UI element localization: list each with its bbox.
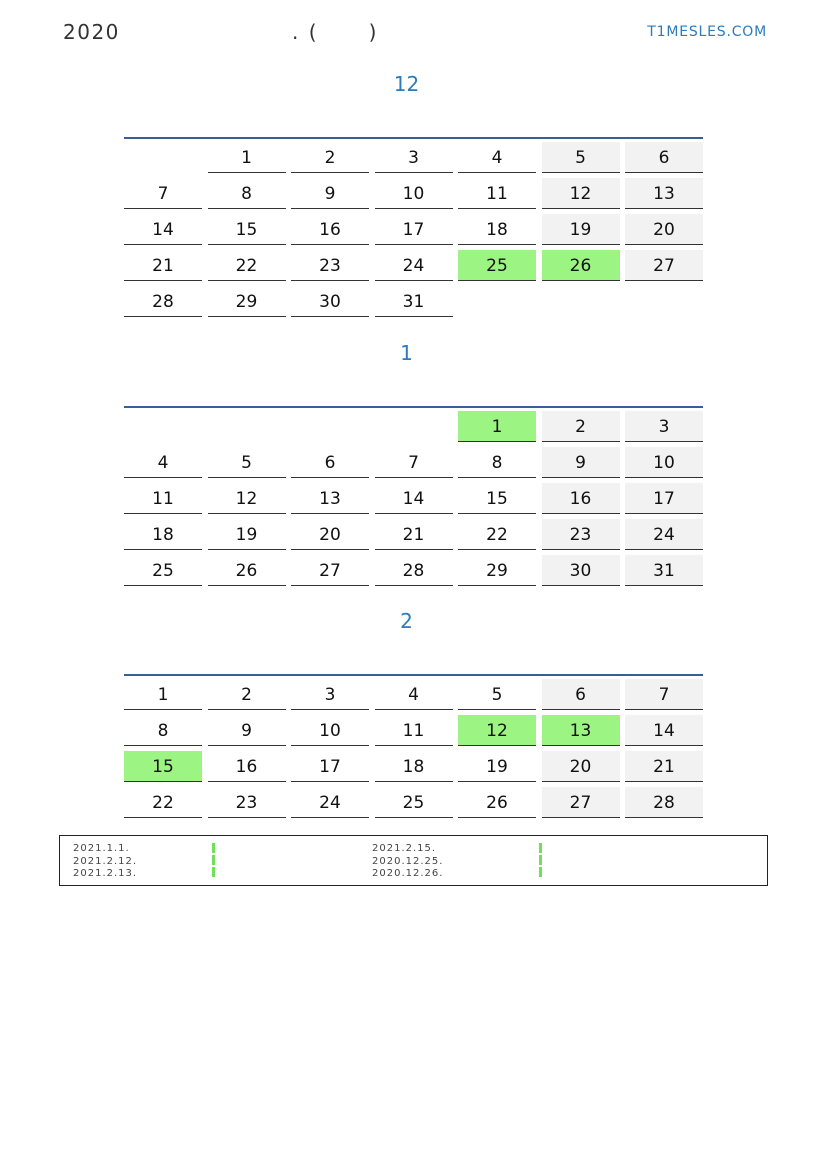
- page-subtitle: . ( ): [292, 20, 379, 44]
- day-cell: 29: [208, 286, 286, 317]
- calendar-december: [124, 137, 703, 319]
- day-cell: 30: [542, 555, 620, 586]
- empty-day-cell: [124, 142, 202, 173]
- day-cell: 9: [208, 715, 286, 746]
- day-cell: 8: [208, 178, 286, 209]
- day-cell: 31: [625, 555, 703, 586]
- day-cell: 25: [375, 787, 453, 818]
- day-cell: 5: [458, 679, 536, 710]
- day-cell: 2: [542, 411, 620, 442]
- holiday-day-cell: 13: [542, 715, 620, 746]
- day-cell: 3: [291, 679, 369, 710]
- day-cell: 11: [375, 715, 453, 746]
- holiday-day-cell: 15: [124, 751, 202, 782]
- day-cell: 13: [291, 483, 369, 514]
- day-cell: 22: [458, 519, 536, 550]
- day-cell: 3: [375, 142, 453, 173]
- day-cell: 4: [124, 447, 202, 478]
- day-cell: 11: [458, 178, 536, 209]
- holiday-legend: [59, 835, 768, 886]
- day-cell: 17: [625, 483, 703, 514]
- legend-item: 2021.2.15.: [372, 843, 437, 854]
- day-cell: 12: [208, 483, 286, 514]
- legend-item: 2020.12.25.: [372, 855, 444, 867]
- day-cell: 22: [124, 787, 202, 818]
- day-cell: 7: [625, 679, 703, 710]
- day-cell: 7: [124, 178, 202, 209]
- week-row: [124, 676, 703, 712]
- day-cell: 16: [208, 751, 286, 782]
- day-cell: 30: [291, 286, 369, 317]
- legend-item: 2021.2.13.: [73, 868, 138, 879]
- day-cell: 15: [208, 214, 286, 245]
- day-cell: 19: [458, 751, 536, 782]
- day-cell: 28: [375, 555, 453, 586]
- holiday-day-cell: 1: [458, 411, 536, 442]
- week-row: [124, 712, 703, 748]
- day-cell: 10: [291, 715, 369, 746]
- calendar-february: [124, 674, 703, 820]
- day-cell: 21: [375, 519, 453, 550]
- day-cell: 9: [291, 178, 369, 209]
- site-link[interactable]: T1MESLES.COM: [647, 24, 767, 40]
- day-cell: 14: [625, 715, 703, 746]
- holiday-day-cell: 12: [458, 715, 536, 746]
- day-cell: 10: [375, 178, 453, 209]
- day-cell: 6: [542, 679, 620, 710]
- day-cell: 27: [542, 787, 620, 818]
- week-row: [124, 211, 703, 247]
- day-cell: 23: [291, 250, 369, 281]
- day-cell: 4: [458, 142, 536, 173]
- day-cell: 5: [542, 142, 620, 173]
- day-cell: 18: [124, 519, 202, 550]
- day-cell: 21: [625, 751, 703, 782]
- day-cell: 21: [124, 250, 202, 281]
- empty-day-cell: [458, 286, 536, 317]
- calendar-january: [124, 406, 703, 588]
- day-cell: 15: [458, 483, 536, 514]
- week-row: [124, 247, 703, 283]
- month-title-february: 2: [400, 609, 413, 633]
- day-cell: 20: [542, 751, 620, 782]
- day-cell: 17: [291, 751, 369, 782]
- day-cell: 6: [291, 447, 369, 478]
- day-cell: 23: [542, 519, 620, 550]
- day-cell: 19: [208, 519, 286, 550]
- day-cell: 26: [458, 787, 536, 818]
- day-cell: 16: [291, 214, 369, 245]
- week-row: [124, 175, 703, 211]
- day-cell: 28: [625, 787, 703, 818]
- week-row: [124, 516, 703, 552]
- day-cell: 22: [208, 250, 286, 281]
- day-cell: 10: [625, 447, 703, 478]
- day-cell: 8: [124, 715, 202, 746]
- day-cell: 18: [375, 751, 453, 782]
- week-row: [124, 480, 703, 516]
- page-title: 2020: [63, 20, 120, 44]
- day-cell: 28: [124, 286, 202, 317]
- week-row: [124, 139, 703, 175]
- day-cell: 14: [375, 483, 453, 514]
- day-cell: 17: [375, 214, 453, 245]
- day-cell: 4: [375, 679, 453, 710]
- empty-day-cell: [208, 411, 286, 442]
- day-cell: 1: [124, 679, 202, 710]
- week-row: [124, 552, 703, 588]
- day-cell: 29: [458, 555, 536, 586]
- holiday-day-cell: 25: [458, 250, 536, 281]
- day-cell: 26: [208, 555, 286, 586]
- empty-day-cell: [375, 411, 453, 442]
- day-cell: 13: [625, 178, 703, 209]
- day-cell: 14: [124, 214, 202, 245]
- holiday-day-cell: 26: [542, 250, 620, 281]
- day-cell: 24: [291, 787, 369, 818]
- day-cell: 11: [124, 483, 202, 514]
- day-cell: 23: [208, 787, 286, 818]
- day-cell: 9: [542, 447, 620, 478]
- day-cell: 7: [375, 447, 453, 478]
- legend-item: 2021.1.1.: [73, 843, 130, 854]
- day-cell: 8: [458, 447, 536, 478]
- day-cell: 31: [375, 286, 453, 317]
- empty-day-cell: [124, 411, 202, 442]
- empty-day-cell: [625, 286, 703, 317]
- empty-day-cell: [291, 411, 369, 442]
- month-title-december: 12: [393, 72, 420, 96]
- day-cell: 16: [542, 483, 620, 514]
- day-cell: 19: [542, 214, 620, 245]
- empty-day-cell: [542, 286, 620, 317]
- day-cell: 18: [458, 214, 536, 245]
- month-title-january: 1: [400, 341, 413, 365]
- legend-item: 2021.2.12.: [73, 855, 138, 867]
- legend-color-bar: [212, 843, 215, 879]
- legend-column-right: [372, 843, 443, 881]
- day-cell: 27: [625, 250, 703, 281]
- day-cell: 2: [291, 142, 369, 173]
- day-cell: 2: [208, 679, 286, 710]
- day-cell: 6: [625, 142, 703, 173]
- day-cell: 25: [124, 555, 202, 586]
- legend-item: 2020.12.26.: [372, 868, 444, 879]
- legend-color-bar: [539, 843, 542, 879]
- day-cell: 24: [625, 519, 703, 550]
- day-cell: 27: [291, 555, 369, 586]
- week-row: [124, 408, 703, 444]
- day-cell: 5: [208, 447, 286, 478]
- day-cell: 12: [542, 178, 620, 209]
- day-cell: 3: [625, 411, 703, 442]
- day-cell: 24: [375, 250, 453, 281]
- day-cell: 20: [291, 519, 369, 550]
- day-cell: 20: [625, 214, 703, 245]
- day-cell: 1: [208, 142, 286, 173]
- week-row: [124, 283, 703, 319]
- week-row: [124, 784, 703, 820]
- week-row: [124, 748, 703, 784]
- week-row: [124, 444, 703, 480]
- legend-column-left: [73, 843, 137, 881]
